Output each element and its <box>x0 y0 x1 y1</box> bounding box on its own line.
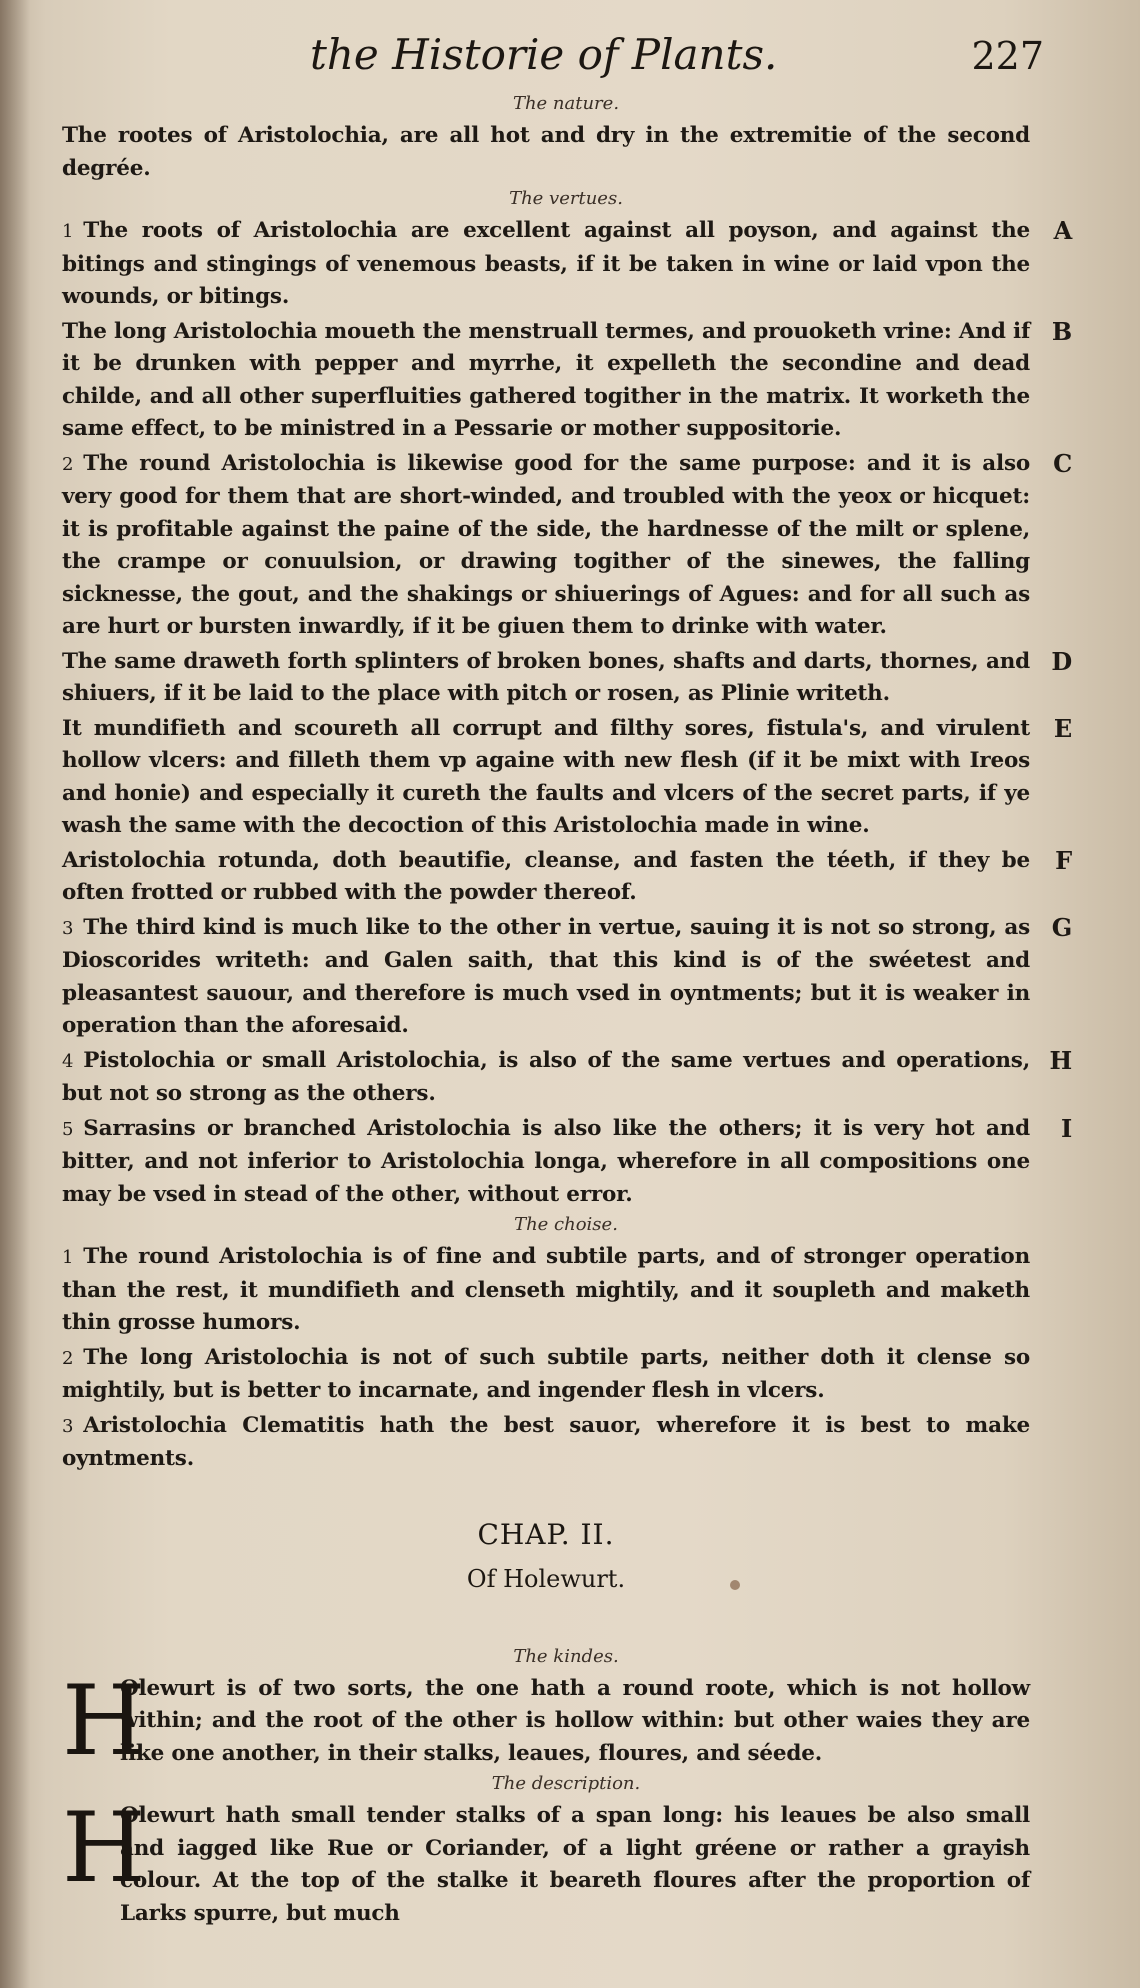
running-head <box>60 30 1044 90</box>
choise-paragraph-1 <box>62 1241 1030 1340</box>
heading-choise: The choise. <box>514 1214 618 1235</box>
spine-shadow <box>0 0 30 1988</box>
paragraph-number: 3 <box>62 1415 74 1437</box>
margin-letter-i: I <box>1060 1113 1072 1143</box>
vertue-paragraph-a <box>62 215 1072 314</box>
paragraph-number: 1 <box>62 1247 74 1268</box>
paragraph-text: The roots of Aristolochia are excellent against all poyson, and against the bitings and stingings of venemous beasts, if it be taken in wine or laid vpon the wounds, or bitings. <box>62 218 1030 309</box>
margin-letter-f: F <box>1055 845 1072 875</box>
paragraph-text: Olewurt is of two sorts, the one hath a round roote, which is not hollow within; and the root of the other is hollow within: but other waies they are like one another, in their stalks, leaues, floures, and séede. <box>120 1675 1030 1766</box>
heading-description: The description. <box>491 1773 641 1794</box>
drop-capital: H <box>62 1792 146 1904</box>
paragraph-text: It mundifieth and scoureth all corrupt and filthy sores, fistula's, and virulent hollow vlcers: and filleth them vp againe with new flesh (if it be mixt with Ireos and honie) and especially it cureth the faults and vlcers of the secret parts, if ye wash the same with the decoction of this Aristolochia made in wine. <box>62 715 1030 838</box>
paragraph-text: The long Aristolochia is not of such subtile parts, neither doth it clense so mightily, but is better to incarnate, and ingender flesh in vlcers. <box>62 1344 1030 1403</box>
paragraph-text: The third kind is much like to the other in vertue, sauing it is not so strong, as Dioscorides writeth: and Galen saith, that this kind is of the swéetest and pleasantest sauour, and therefore is much vsed in oyntments; but it is weaker in operation than the aforesaid. <box>62 914 1030 1038</box>
vertue-paragraph-e <box>62 713 1072 843</box>
page-number: 227 <box>971 34 1044 78</box>
paragraph-text: Aristolochia rotunda, doth beautifie, cleanse, and fasten the téeth, if they be often frotted or rubbed with the powder thereof. <box>62 847 1030 905</box>
ink-stain <box>730 1580 740 1590</box>
paragraph-number: 3 <box>62 917 74 939</box>
vertue-paragraph-c <box>62 448 1072 644</box>
paragraph-text: Olewurt hath small tender stalks of a span long: his leaues be also small and iagged like Rue or Coriander, of a light gréene or rather a grayish colour. At the top of the stalke it beareth floures after the proportion of Larks spurre, but much <box>120 1803 1030 1926</box>
chapter-title: CHAP. II. <box>477 1517 615 1551</box>
description-paragraph <box>62 1792 1030 1930</box>
margin-letter-b: B <box>1051 316 1072 346</box>
paragraph-text: The long Aristolochia moueth the menstruall termes, and prouoketh vrine: And if it be drunken with pepper and myrrhe, it expelleth the secondine and dead childe, and all other superfluities gathered togither in the matrix. It worketh the same effect, to be ministred in a Pessarie or mother suppositorie. <box>62 318 1030 441</box>
running-title: the Historie of Plants. <box>310 30 778 79</box>
paragraph-text: The round Aristolochia is likewise good for the same purpose: and it is also very good for them that are short-winded, and troubled with the yeox or hicquet: it is profitable against the paine of the side, the hardnesse of the milt or splene, the crampe or conuulsion, or drawing togither of the sinewes, the falling sicknesse, the gout, and the shakings or shiuerings of Agues: and for all such as are hurt or bursten inwardly, if it be giuen them to drinke with water. <box>62 450 1030 639</box>
margin-letter-g: G <box>1051 912 1072 942</box>
paragraph-text: The same draweth forth splinters of broken bones, shafts and darts, thornes, and shiuers, if it be laid to the place with pitch or rosen, as Plinie writeth. <box>62 648 1030 706</box>
paragraph-number: 2 <box>62 1347 74 1369</box>
paragraph-number: 2 <box>62 453 74 475</box>
heading-vertues: The vertues. <box>509 188 623 209</box>
vertue-paragraph-i <box>62 1113 1072 1212</box>
heading-kindes: The kindes. <box>513 1645 619 1667</box>
nature-paragraph: The rootes of Aristolochia, are all hot and dry in the extremitie of the second degrée. <box>62 123 1030 181</box>
paragraph-text: The round Aristolochia is of fine and subtile parts, and of stronger operation than the rest, it mundifieth and clenseth mightily, and it soupleth and maketh thin grosse humors. <box>62 1244 1030 1335</box>
choise-paragraph-3 <box>62 1410 1030 1476</box>
margin-letter-c: C <box>1053 448 1072 478</box>
body-text <box>62 92 1072 1932</box>
kindes-paragraph <box>62 1664 1030 1777</box>
margin-letter-a: A <box>1053 216 1072 245</box>
choise-paragraph-2 <box>62 1342 1030 1408</box>
heading-nature: The nature. <box>512 93 620 114</box>
vertue-paragraph-d <box>62 646 1072 711</box>
margin-letter-h: H <box>1049 1045 1072 1075</box>
vertue-paragraph-g <box>62 912 1072 1043</box>
paragraph-number: 5 <box>62 1118 74 1140</box>
paragraph-number: 1 <box>62 221 74 242</box>
drop-capital: H <box>62 1664 146 1777</box>
margin-letter-d: D <box>1051 646 1072 676</box>
vertue-paragraph-b <box>62 316 1072 446</box>
vertue-paragraph-h <box>62 1045 1072 1111</box>
margin-letter-e: E <box>1053 713 1072 743</box>
chapter-subtitle: Of Holewurt. <box>466 1564 626 1593</box>
paragraph-number: 4 <box>62 1050 74 1072</box>
paragraph-text: Aristolochia Clematitis hath the best sauor, wherefore it is best to make oyntments. <box>62 1412 1030 1471</box>
paragraph-text: Pistolochia or small Aristolochia, is also of the same vertues and operations, but not so strong as the others. <box>62 1047 1030 1106</box>
paragraph-text: Sarrasins or branched Aristolochia is also like the others; it is very hot and bitter, and not inferior to Aristolochia longa, wherefore in all compositions one may be vsed in stead of the other, without error. <box>62 1115 1030 1207</box>
vertue-paragraph-f <box>62 845 1072 910</box>
